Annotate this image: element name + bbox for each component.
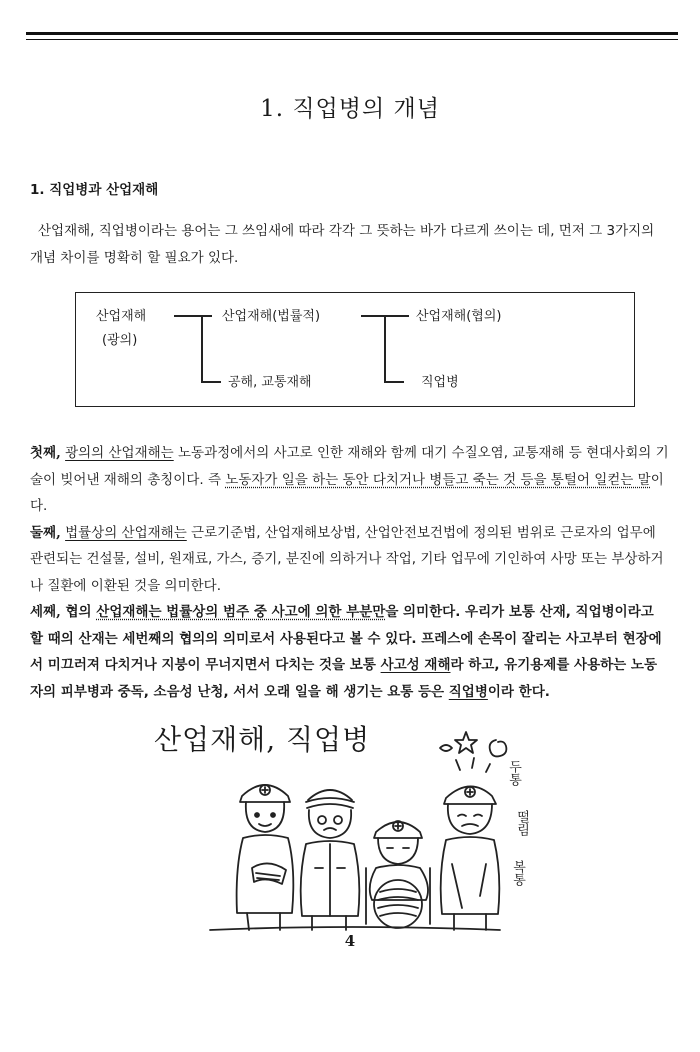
diagram-occupational: 직업병 [421, 375, 459, 390]
worker-head-bandage-icon [301, 790, 360, 930]
diagram-connector [384, 315, 386, 381]
top-rule-thick [26, 32, 678, 35]
ground-line [210, 927, 500, 930]
diagram-public: 공해, 교통재해 [228, 375, 312, 390]
body-text [30, 440, 670, 705]
text: 이라 한다. [487, 683, 550, 700]
concept-diagram [75, 292, 635, 407]
text: 을 의미한다. 우리가 보통 산재, 직업병이라고 할 때의 산재는 세번째의 협의의 의미로서 사용된다고 볼 수 있다. 프레스에 손목이 잘리는 사고부터 현장에서 미끄러져 다치거나 지붕이 무너지면서 다치는 것을 보통 [30, 604, 662, 673]
underlined-phrase: 직업병 [448, 683, 488, 700]
diagram-connector [201, 381, 221, 383]
paragraph-third [30, 599, 670, 705]
chapter-title: 1. 직업병의 개념 [260, 96, 440, 122]
cartoon-title: 산업재해, 직업병 [154, 723, 371, 756]
text: 노동과정에서의 사고로 인한 재해와 함께 대기 수질오염, 교통재해 등 현대사회의 기술이 빚어낸 재해의 총칭이다. 즉 [30, 445, 669, 488]
term-broad: 광의의 산업재해는 [65, 445, 174, 461]
workers-drawing [140, 718, 560, 933]
diagram-narrow: 산업재해(협의) [416, 309, 502, 324]
term-legal: 법률상의 산업재해는 [65, 524, 187, 541]
diagram-legal: 산업재해(법률적) [222, 309, 321, 324]
section-heading: 1. 직업병과 산업재해 [30, 182, 159, 198]
sfx-tremor: 떨림 [514, 810, 529, 836]
underlined-phrase: 노동자가 일을 하는 동안 다치거나 병들고 죽는 것 등을 통털어 일컫는 말 [225, 471, 651, 488]
diagram-connector [201, 315, 203, 381]
cartoon-illustration [140, 718, 560, 933]
underlined-phrase: 사고성 재해 [380, 657, 451, 673]
diagram-connector [174, 315, 212, 317]
sfx-stomachache: 복통 [510, 860, 525, 886]
page-number: 4 [344, 932, 356, 950]
text: 근로기준법, 산업재해보상법, 산업안전보건법에 정의된 범위로 근로자의 업무에 관련되는 건설물, 설비, 원재료, 가스, 증기, 분진에 의하거나 작업, 기타 업무에 기인하여 사망 또는 부상하거나 질환에 이환된 것을 의미한다. [30, 524, 664, 594]
text: 협의 [60, 604, 97, 620]
sfx-headache: 두통 [506, 760, 521, 786]
text: 라 하고, 유기용제를 사용하는 노동자의 피부병과 중독, 소음성 난청, 서서 오래 일을 해 생기는 요통 등은 [30, 657, 658, 700]
diagram-connector [384, 381, 404, 383]
diagram-broad-sub: (광의) [102, 333, 138, 348]
worker-wheelchair-icon [366, 821, 430, 928]
paragraph-second [30, 520, 670, 600]
paragraph-first [30, 440, 670, 520]
intro-paragraph: 산업재해, 직업병이라는 용어는 그 쓰임새에 따라 각각 그 뜻하는 바가 다르게 쓰이는 데, 먼저 그 3가지의 개념 차이를 명확히 할 필요가 있다. [30, 223, 655, 266]
worker-dizzy-icon [440, 732, 506, 930]
worker-bandaged-arm-icon [237, 785, 294, 930]
text: 이다. [30, 471, 664, 514]
ordinal-second: 둘째, [30, 524, 61, 541]
ordinal-third: 세째, [30, 604, 61, 620]
term-narrow: 산업재해는 법률상의 범주 중 사고에 의한 부분만 [96, 604, 386, 620]
diagram-broad: 산업재해 [96, 309, 147, 324]
ordinal-first: 첫째, [30, 445, 61, 461]
top-rule-thin [26, 39, 678, 40]
